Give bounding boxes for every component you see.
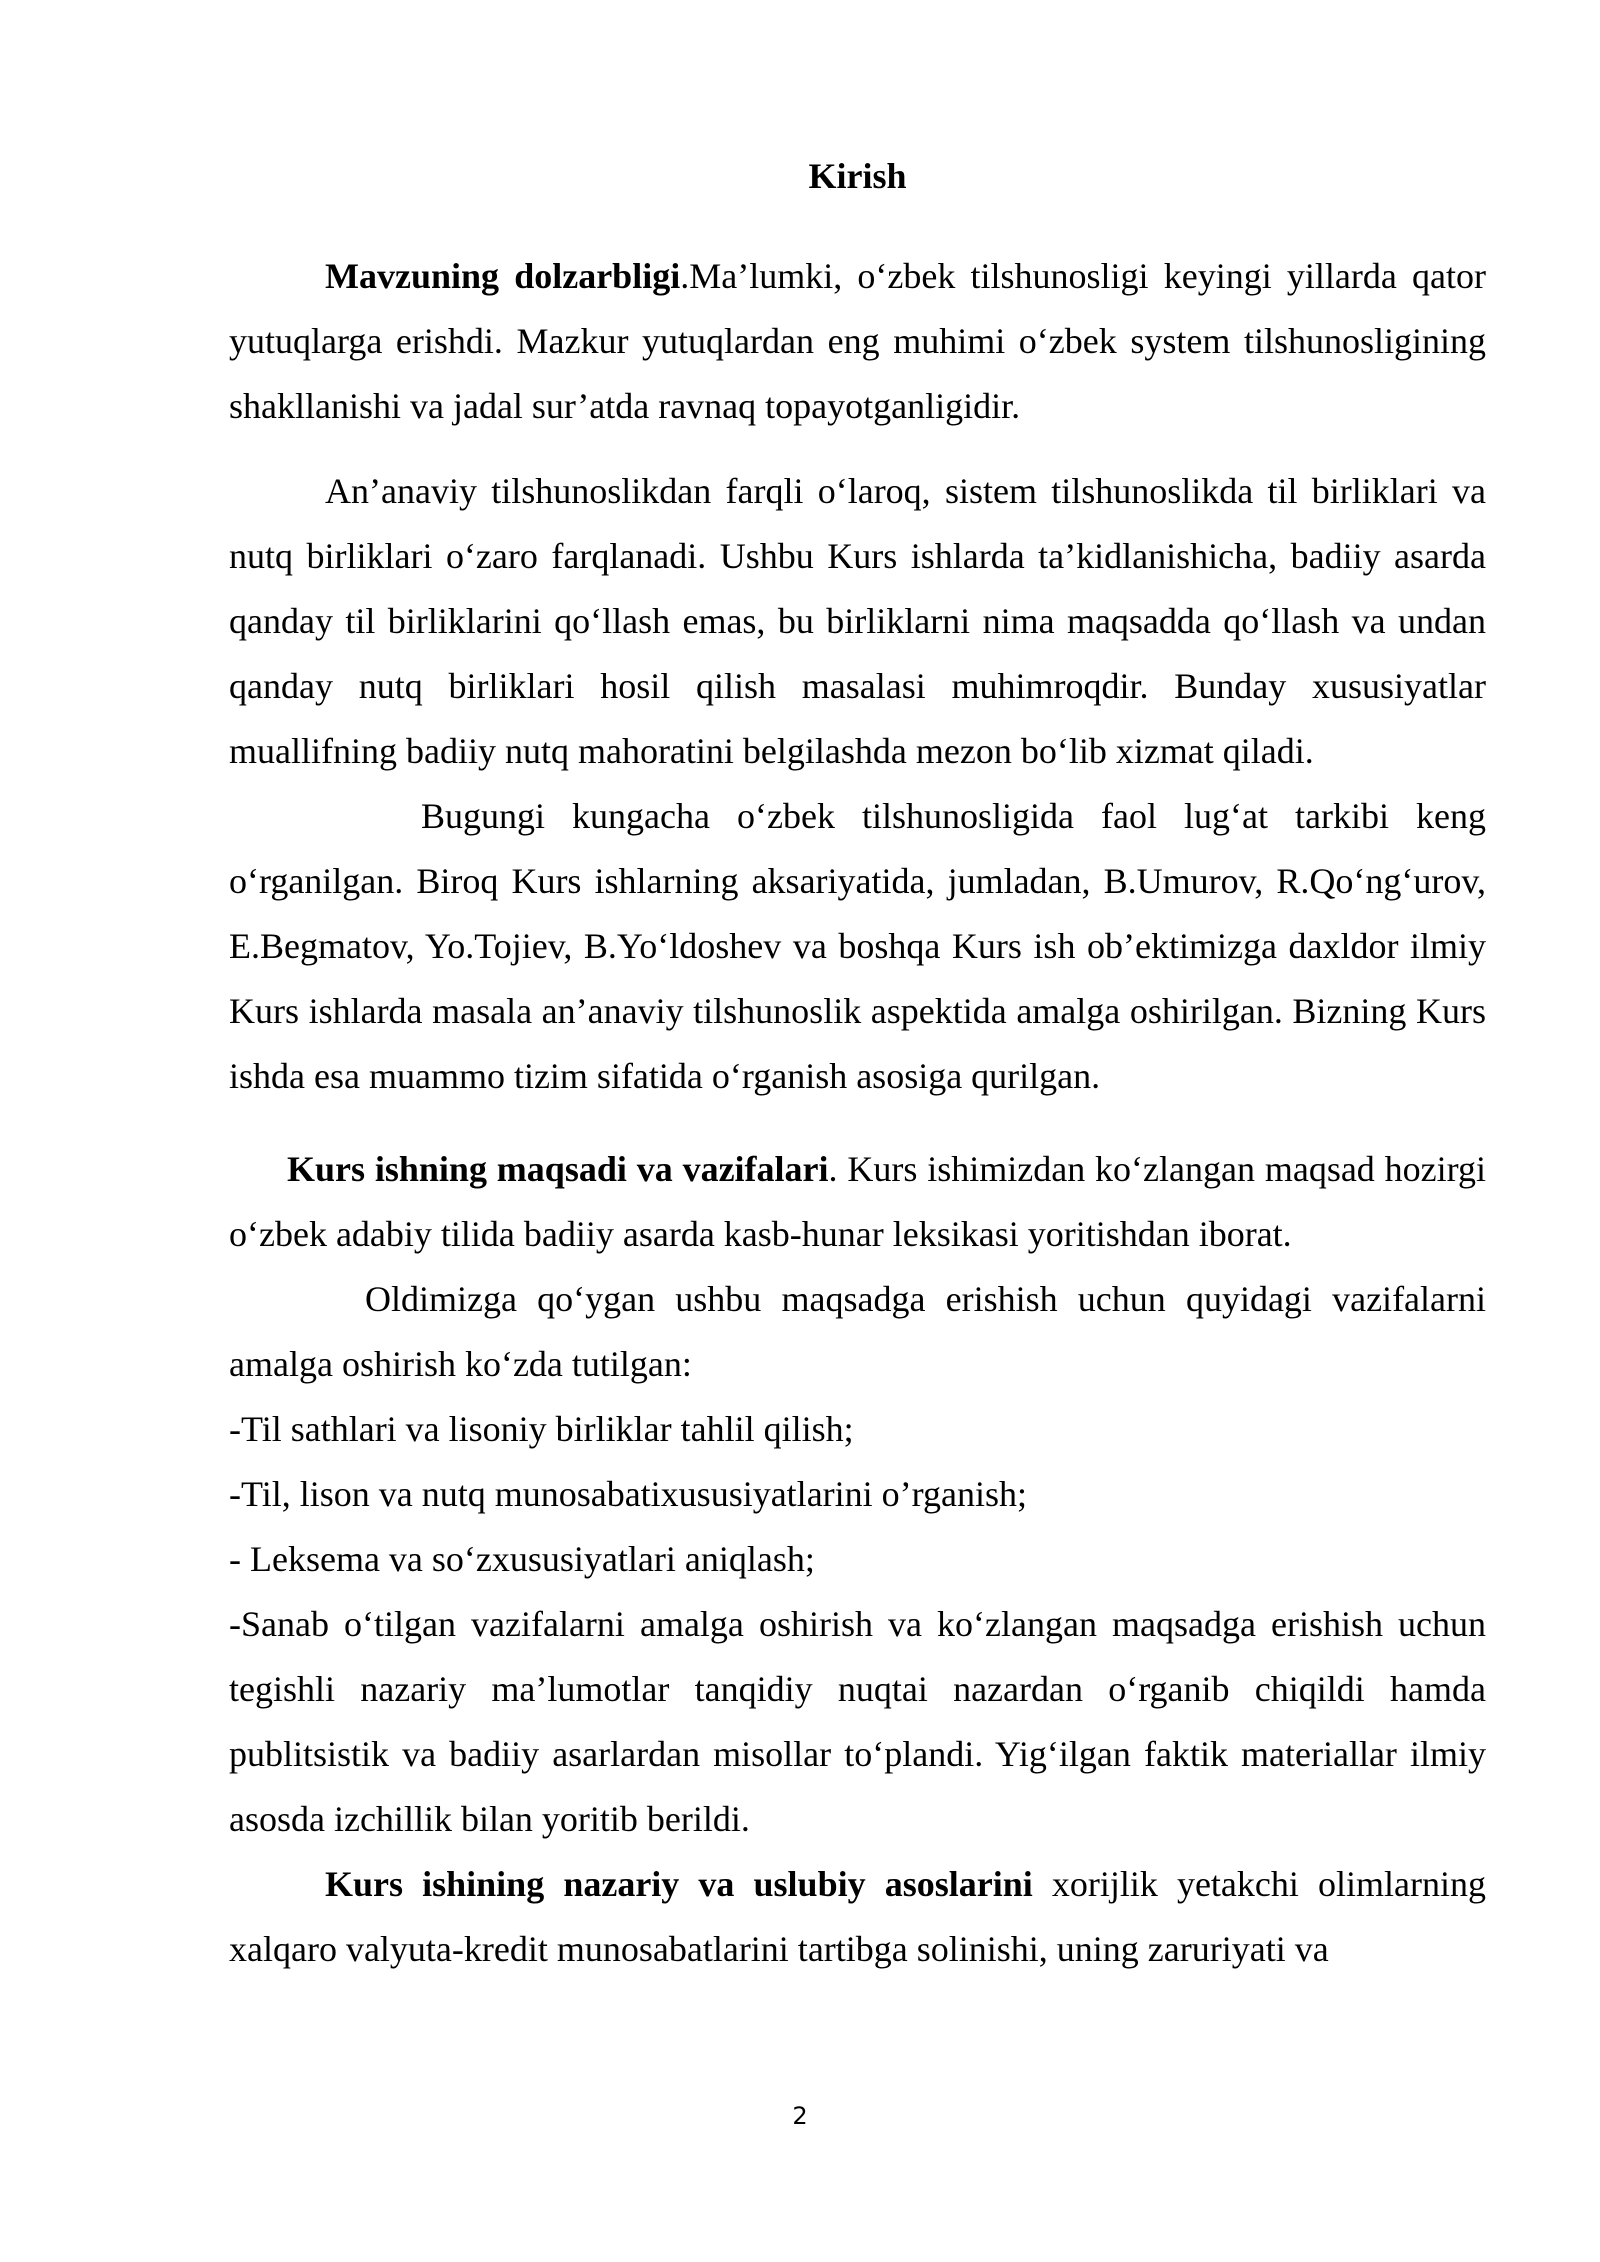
- page-number: 2: [792, 2102, 808, 2130]
- list-item: -Til sathlari va lisoniy birliklar tahlil qilish;: [229, 1409, 854, 1449]
- paragraph-prior-research: Bugungi kungacha o‘zbek tilshunosligida faol lug‘at tarkibi keng o‘rganilgan. Biroq Kurs ishlarning aksariyatida, jumladan, B.Umurov, R.Qo‘ng‘urov, E.Begmatov, Yo.Tojiev, B.Yo‘ldoshev va boshqa Kurs ish ob’ektimizga daxldor ilmiy Kurs ishlarda masala an’anaviy tilshunoslik aspektida amalga oshirilgan. Bizning Kurs ishda esa muammo tizim sifatida o‘rganish asosiga qurilgan.: [229, 796, 1486, 1096]
- list-item: -Sanab o‘tilgan vazifalarni amalga oshirish va ko‘zlangan maqsadga erishish uchun tegishli nazariy ma’lumotlar tanqidiy nuqtai nazardan o‘rganib chiqildi hamda publitsistik va badiiy asarlardan misollar to‘plandi. Yig‘ilgan faktik materiallar ilmiy asosda izchillik bilan yoritib berildi.: [229, 1604, 1486, 1839]
- paragraph-text: .Ma’lumki, o‘zbek tilshunosligi keyingi yillarda qator yutuqlarga erishdi. Mazkur yutuqlardan eng muhimi o‘zbek system tilshunosligining shakllanishi va jadal sur’atda ravnaq topayotganligidir.: [229, 256, 1486, 426]
- paragraph-lead: Mavzuning dolzarbligi: [325, 256, 681, 296]
- paragraph-text: . Kurs ishimizdan ko‘zlangan maqsad hozirgi o‘zbek adabiy tilida badiiy asarda kasb-hunar leksikasi yoritishdan iborat.: [229, 1149, 1486, 1254]
- paragraph-text: xorijlik yetakchi olimlarning xalqaro valyuta-kredit munosabatlarini tartibga solinishi, uning zaruriyati va: [229, 1864, 1486, 1969]
- paragraph-lead: Kurs ishining nazariy va uslubiy asoslarini: [325, 1864, 1033, 1904]
- list-item: -Til, lison va nutq munosabatixususiyatlarini o’rganish;: [229, 1474, 1027, 1514]
- paragraph-goals: [229, 1137, 1486, 1267]
- list-item: - Leksema va so‘zxususiyatlari aniqlash;: [229, 1539, 815, 1579]
- paragraph-theoretical-basis: [229, 1852, 1486, 1982]
- page-title: Kirish: [808, 156, 907, 196]
- paragraph-tasks-intro: Oldimizga qo‘ygan ushbu maqsadga erishish uchun quyidagi vazifalarni amalga oshirish ko‘zda tutilgan:: [229, 1279, 1486, 1384]
- paragraph-relevance: [229, 244, 1486, 439]
- paragraph-lead: Kurs ishning maqsadi va vazifalari: [287, 1149, 829, 1189]
- paragraph-system-linguistics: An’anaviy tilshunoslikdan farqli o‘laroq, sistem tilshunoslikda til birliklari va nutq birliklari o‘zaro farqlanadi. Ushbu Kurs ishlarda ta’kidlanishicha, badiiy asarda qanday til birliklarini qo‘llash emas, bu birliklarni nima maqsadda qo‘llash va undan qanday nutq birliklari hosil qilish masalasi muhimroqdir. Bunday xususiyatlar muallifning badiiy nutq mahoratini belgilashda mezon bo‘lib xizmat qiladi.: [229, 471, 1486, 771]
